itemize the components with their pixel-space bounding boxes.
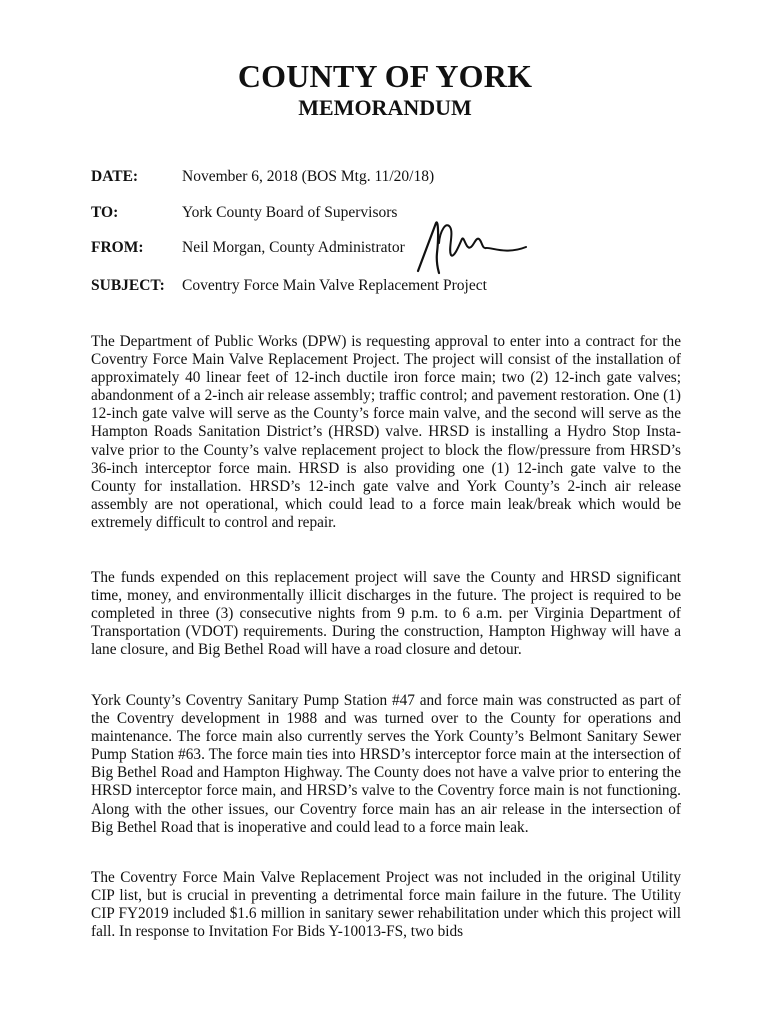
body-paragraph: The funds expended on this replacement project will save the County and HRSD significant time, money, and environmentally illicit discharges in the future. The project is required to be completed in three (3) consecutive nights from 9 p.m. to 6 a.m. per Virginia Department of Transportation (VDOT) requirements. During the construction, Hampton Highway will have a lane closure, and Big Bethel Road will have a road closure and detour. <box>91 569 681 659</box>
page-title: COUNTY OF YORK <box>237 58 533 94</box>
date-label: DATE: <box>91 168 139 185</box>
date-value: November 6, 2018 (BOS Mtg. 11/20/18) <box>182 168 435 185</box>
memo-from-row <box>91 238 691 258</box>
body-paragraph: The Department of Public Works (DPW) is requesting approval to enter into a contract for the Coventry Force Main Valve Replacement Project. The project will consist of the installation of approximately 40 linear feet of 12-inch ductile iron force main; two (2) 12-inch gate valves; abandonment of a 2-inch air release assembly; traffic control; and pavement restoration. One (1) 12-inch gate valve will serve as the County’s force main valve, and the second will serve as the Hampton Roads Sanitation District’s (HRSD) valve. HRSD is installing a Hydro Stop Insta-valve prior to the County’s valve replacement project to block the flow/pressure from HRSD’s 36-inch interceptor force main. HRSD is also providing one (1) 12-inch gate valve to the County for installation. HRSD’s 12-inch gate valve and York County’s 2-inch air release assembly are not operational, which could lead to a force main leak/break which would be extremely difficult to control and repair. <box>91 333 681 531</box>
page-subtitle: MEMORANDUM <box>298 95 472 120</box>
body-paragraph: York County’s Coventry Sanitary Pump Station #47 and force main was constructed as part of the Coventry development in 1988 and was turned over to the County for operations and maintenance. The force main also currently serves the York County’s Belmont Sanitary Sewer Pump Station #63. The force main ties into HRSD’s interceptor force main at the intersection of Big Bethel Road and Hampton Highway. The County does not have a valve prior to entering the HRSD interceptor force main, and HRSD’s valve to the Coventry force main is not functioning. Along with the other issues, our Coventry force main has an air release in the intersection of Big Bethel Road that is inoperative and could lead to a force main leak. <box>91 692 681 836</box>
to-value: York County Board of Supervisors <box>182 204 398 221</box>
memo-date-row <box>91 167 691 187</box>
from-label: FROM: <box>91 239 144 256</box>
to-label: TO: <box>91 204 119 221</box>
handwritten-signature-icon <box>416 213 528 275</box>
memo-subject-row <box>91 276 691 296</box>
subject-value: Coventry Force Main Valve Replacement Project <box>182 277 487 294</box>
body-paragraph: The Coventry Force Main Valve Replacement Project was not included in the original Utility CIP list, but is crucial in preventing a detrimental force main failure in the future. The Utility CIP FY2019 included $1.6 million in sanitary sewer rehabilitation under which this project will fall. In response to Invitation For Bids Y-10013-FS, two bids <box>91 869 681 941</box>
from-value: Neil Morgan, County Administrator <box>182 239 405 256</box>
subject-label: SUBJECT: <box>91 277 165 294</box>
memo-to-row <box>91 203 691 223</box>
